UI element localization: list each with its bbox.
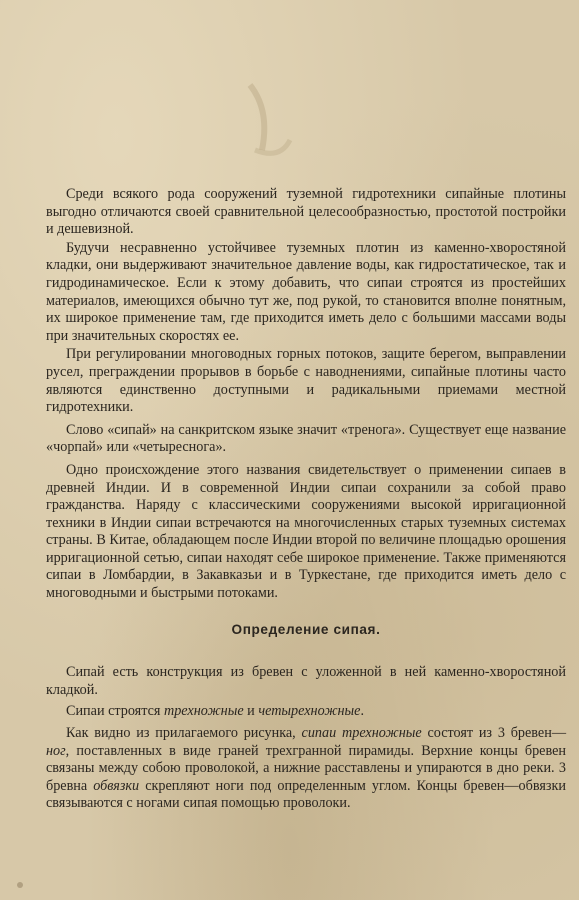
emphasis-three-legged: трехножные <box>163 703 244 720</box>
emphasis-legs: ног <box>46 742 66 759</box>
text-span: . <box>360 703 365 720</box>
text-span: Сипаи строятся <box>66 703 164 720</box>
paragraph-intro-1: Среди всякого рода сооружений туземной гидротехники сипайные плотины выгодно отличаются своей сравнительной целесообразностью, простотой постройки и дешевизной. <box>46 186 566 238</box>
article-body <box>46 186 566 813</box>
definition-paragraph-1: Сипай есть конструкция из бревен с уложенной в ней каменно-хворостяной кладкой. <box>46 664 566 698</box>
emphasis-sipai-three-legged: сипаи трехножные <box>301 725 422 742</box>
paragraph-intro-5: Одно происхождение этого названия свидетельствует о применении сипаев в древней Индии. И в современной Индии сипаи сохранили за собой право гражданства. Наряду с классическими сооружениями высокой ирригационной техники в Индии сипаи встречаются на многочисленных старых туземных системах страны. В Китае, обладающем после Индии второй по величине площадью орошения ирригационной сетью, сипаи находят себе широкое применение. Также применяются сипаи в Ломбардии, в Закавказьи и в Туркестане, где приходится иметь дело с многоводными и быстрыми потоками. <box>46 461 566 602</box>
emphasis-bindings: обвязки <box>93 777 140 794</box>
text-span: скрепляют ноги под определенным углом. Концы бревен—обвязки связываются с ногами сипая помощью проволоки. <box>46 777 566 812</box>
text-span: и <box>243 703 259 720</box>
emphasis-four-legged: четырехножные <box>258 703 361 720</box>
paragraph-intro-3: При регулировании многоводных горных потоков, защите берегом, выправлении русел, преграждении прорывов в борьбе с наводнениями, сипайные плотины часто являются единственно доступными и радикальными приемами местной гидротехники. <box>46 346 566 416</box>
text-span: , поставленных в виде граней трехгранной пирамиды. Верхние концы бревен связаны между собою проволокой, а нижние расставлены и упираются в дно реки. 3 бревна <box>46 742 566 794</box>
section-heading: Определение сипая. <box>231 621 381 637</box>
paragraph-intro-2: Будучи несравненно устойчивее туземных плотин из каменно-хворостяной кладки, они выдерживают значительное давление воды, как гидростатическое, так и гидродинамическое. Если к этому добавить, что сипаи строятся из простейших материалов, имеющихся обычно тут же, под рукой, то становится вполне понятным, их широкое применение там, где приходится иметь дело с большими массами воды при значительных скоростях ее. <box>46 239 566 344</box>
definition-paragraph-2 <box>46 703 566 721</box>
paragraph-intro-4: Слово «сипай» на санкритском языке значит «тренога». Существует еще название «чорпай» или «четыреснога». <box>46 421 566 456</box>
definition-paragraph-3 <box>46 725 566 813</box>
text-span: Как видно из прилагаемого рисунка, <box>66 725 302 742</box>
text-span: состоят из 3 бревен— <box>421 725 567 742</box>
